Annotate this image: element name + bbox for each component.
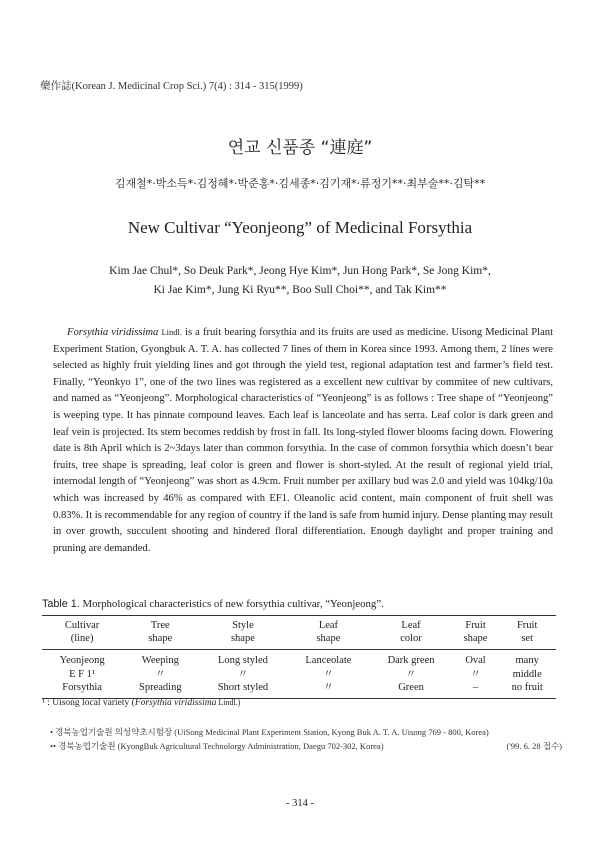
table-cell: Spreading xyxy=(122,681,198,698)
table-cell: E F 1¹ xyxy=(69,668,96,680)
table-caption-text: Morphological characteristics of new forsythia cultivar, “Yeonjeong”. xyxy=(79,598,384,610)
table-cell: 〃 xyxy=(405,668,417,680)
english-authors-line-1: Kim Jae Chul*, So Deuk Park*, Jeong Hye Kim*, Jun Hong Park*, Se Jong Kim*, xyxy=(109,265,491,277)
english-title: New Cultivar “Yeonjeong” of Medicinal Forsythia xyxy=(127,218,473,237)
korean-authors: 김재철*·박소득*·김정혜*·박준홍*·김세종*·김기재*·류정기**·최부술**·김탁** xyxy=(114,177,486,190)
english-authors xyxy=(0,262,600,300)
received-date: ('99. 6. 28 접수) xyxy=(506,741,562,751)
table-cell: Long styled xyxy=(218,655,268,666)
col-header-fruit-set: Fruit set xyxy=(498,616,556,650)
affiliation-1: • 경북농업기술원 의성약초시험장 (UiSong Medicinal Plant Experiment Station, Kyong Buk A. T. A. Uisong 769 - 800, Korea) xyxy=(50,727,489,737)
table-cell: 〃 xyxy=(287,681,369,698)
col-header-cultivar: Cultivar (line) xyxy=(42,616,122,650)
table-cell: – xyxy=(453,681,499,698)
morphology-table xyxy=(42,615,556,699)
table-cell: Lanceolate xyxy=(305,655,352,666)
table-caption xyxy=(42,598,384,610)
table-row xyxy=(42,668,556,682)
abstract-paragraph xyxy=(53,324,553,557)
table-cell: Oval xyxy=(465,655,486,666)
english-authors-line-2: Ki Jae Kim*, Jung Ki Ryu**, Boo Sull Choi**, and Tak Kim** xyxy=(153,284,447,296)
table-cell: Short styled xyxy=(198,681,287,698)
col-header-tree-shape: Tree shape xyxy=(122,616,198,650)
korean-title: 연교 신품종 “連庭” xyxy=(227,138,373,158)
table-cell: Forsythia xyxy=(42,681,122,698)
table-cell: 〃 xyxy=(155,668,166,680)
col-header-leaf-color: Leaf color xyxy=(369,616,452,650)
page-number: - 314 - xyxy=(286,798,314,809)
table-label: Table 1. xyxy=(42,598,80,610)
table-cell: 〃 xyxy=(237,668,249,680)
journal-citation: 藥作誌(Korean J. Medicinal Crop Sci.) 7(4) : 314 - 315(1999) xyxy=(40,81,303,92)
table-cell: 〃 xyxy=(470,668,481,680)
table-cell: Green xyxy=(369,681,452,698)
table-cell: middle xyxy=(512,668,542,680)
table-cell: Dark green xyxy=(387,655,435,666)
col-header-leaf-shape: Leaf shape xyxy=(287,616,369,650)
table-header-row xyxy=(42,616,556,650)
table-cell: no fruit xyxy=(498,681,556,698)
table-cell: many xyxy=(515,655,539,666)
table-cell: Weeping xyxy=(141,655,179,666)
affiliation-2: •• 경북농업기술원 (KyongBuk Agricultural Technolorgy Administration, Daegu 702-302, Korea) xyxy=(50,741,384,751)
col-header-fruit-shape: Fruit shape xyxy=(453,616,499,650)
table-row xyxy=(42,650,556,668)
table-cell: 〃 xyxy=(323,668,334,680)
table-footnote: ¹ : Uisong local variety (Forsythia viridissima Lindl.) xyxy=(42,698,241,708)
species-name: Forsythia viridissima xyxy=(67,327,159,338)
species-author: Lindl. xyxy=(161,327,182,337)
abstract-body: is a fruit bearing forsythia and its fruits are used as medicine. Uisong Medicinal Plant Experiment Station, Gyongbuk A. T. A. has collected 7 lines of them in Korea since 1993. Among them, 2 lines were selected as highly fruit yielding lines and got through the yield test, regional adaptation test and farmer’s field test. Finally, “Yeonkyo 1”, one of the two lines was registered as a excellent new cultivar by commitee of new cultivars, and named as “Yeonjeong”. Morphological characteristics of “Yeonjeong” is as follows : Tree shape of “Yeonjeong” is weeping type. It has pinnate compound leaves. Each leaf is lanceolate and has serra. Leaf color is dark green and leaf vein is projected. Its stem becomes reddish by frost in fall. Its long-styled flower blooms facing down. Flowering date is 8th April which is 2~3days later than common forsythia. In the case of common forsythia which doesn’t bear fruits, tree shape is spreading, leaf color is green and flower is short-styled. At the result of regional yield trial, internodal length of “Yeonjeong” was short as 4.9cm. Fruit number per axillary bud was 2.0 and yield was 104kg/10a which was increased by 46% as compared with EF1. Oleanolic acid content, main component of fruit shell was 0.83%. It is recommendable for any region of country if the land is safe from humid injury. Dense planting may result in over growth, succulent shooting and hindered floral differentiation. Enough daylight and proper training and pruning are demanded. xyxy=(53,327,554,554)
table-row xyxy=(42,681,556,698)
abstract xyxy=(53,324,553,557)
col-header-style-shape: Style shape xyxy=(198,616,287,650)
table-cell: Yeonjeong xyxy=(59,655,105,666)
